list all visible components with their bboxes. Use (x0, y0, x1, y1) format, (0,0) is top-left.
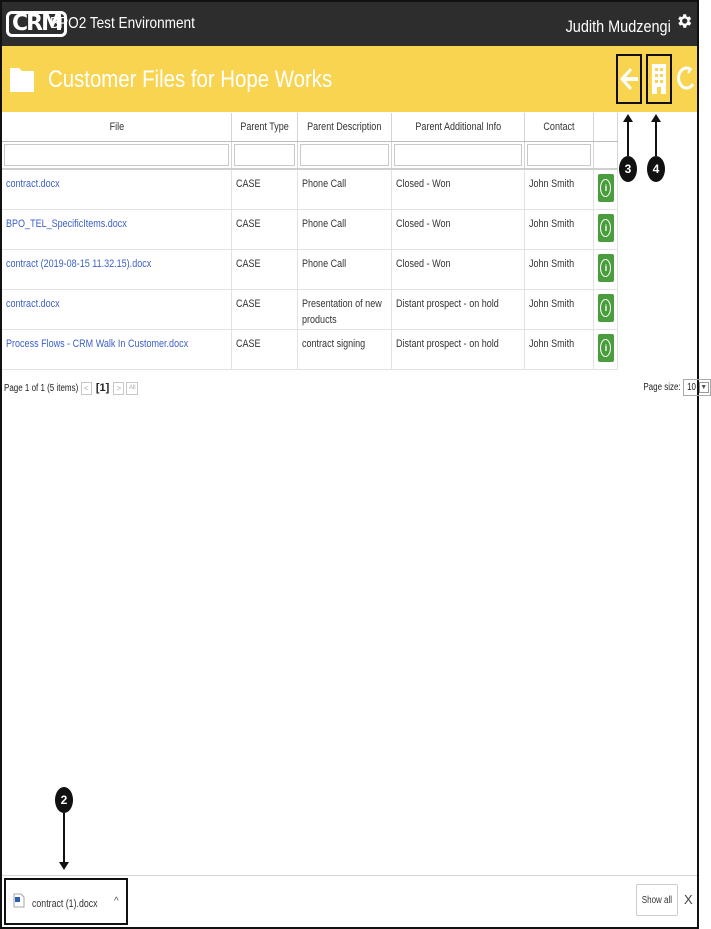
file-link[interactable]: Process Flows - CRM Walk In Customer.docx (6, 337, 189, 350)
actions-cell (593, 289, 617, 329)
table-row (2, 169, 618, 209)
filter-cell-actions (593, 141, 617, 169)
info-button[interactable] (598, 214, 614, 242)
page-size-label: Page size: (643, 382, 681, 393)
table-row (2, 289, 618, 329)
callout-3: 3 (619, 156, 637, 182)
page-title: Customer Files for Hope Works (48, 66, 333, 93)
gear-icon[interactable] (675, 12, 693, 30)
file-cell (2, 209, 232, 249)
table-row (2, 209, 618, 249)
filter-cell-file (2, 141, 232, 169)
chevron-down-icon[interactable]: ▼ (700, 384, 708, 391)
user-name[interactable]: Judith Mudzengi (565, 17, 671, 36)
filter-input-parent-type[interactable] (234, 144, 295, 166)
callout-line-2 (63, 813, 65, 863)
filter-row (2, 141, 618, 169)
refresh-icon[interactable] (676, 64, 696, 94)
all-pages-button[interactable]: All (126, 382, 138, 395)
parent-type-cell: CASE (232, 329, 298, 369)
parent-type-cell: CASE (232, 209, 298, 249)
parent-description-cell: contract signing (298, 329, 392, 369)
callout-arrow-2 (59, 862, 69, 870)
table-row (2, 249, 618, 289)
file-link[interactable]: contract.docx (6, 297, 60, 310)
column-header-file[interactable]: File (2, 113, 232, 141)
chevron-up-icon[interactable]: ^ (114, 896, 119, 907)
column-header-actions (593, 113, 617, 141)
parent-description-cell: Phone Call (298, 169, 392, 209)
actions-cell (593, 169, 617, 209)
parent-additional-info-cell: Distant prospect - on hold (391, 289, 524, 329)
contact-cell: John Smith (525, 169, 594, 209)
callout-4: 4 (647, 156, 665, 182)
file-cell (2, 169, 232, 209)
filter-cell-parent-additional-info (391, 141, 524, 169)
parent-type-cell: CASE (232, 289, 298, 329)
actions-cell (593, 329, 617, 369)
actions-cell (593, 249, 617, 289)
column-header-contact[interactable]: Contact (525, 113, 594, 141)
callout-2: 2 (55, 787, 73, 813)
parent-additional-info-cell: Closed - Won (391, 209, 524, 249)
building-icon (651, 62, 667, 96)
file-link[interactable]: contract.docx (6, 178, 60, 190)
next-page-button[interactable]: > (113, 382, 124, 395)
close-icon[interactable]: X (684, 892, 693, 907)
app-title: BPO2 Test Environment (50, 15, 195, 32)
contact-cell: John Smith (525, 209, 594, 249)
parent-description-cell: Phone Call (298, 249, 392, 289)
download-bar (2, 875, 697, 927)
contact-cell: John Smith (525, 329, 594, 369)
files-table (2, 113, 618, 370)
contact-cell: John Smith (525, 249, 594, 289)
file-cell (2, 289, 232, 329)
table-row (2, 329, 618, 369)
info-button[interactable] (598, 174, 614, 202)
filter-input-file[interactable] (4, 144, 229, 166)
pager (4, 380, 138, 396)
column-header-parent-additional-info[interactable]: Parent Additional Info (391, 113, 524, 141)
info-icon: i (600, 339, 611, 357)
parent-type-cell: CASE (232, 249, 298, 289)
parent-type-cell: CASE (232, 169, 298, 209)
pager-summary: Page 1 of 1 (5 items) (4, 382, 79, 394)
back-arrow-icon (619, 66, 639, 92)
info-icon: i (600, 219, 611, 237)
back-button[interactable] (616, 54, 642, 104)
show-all-button[interactable]: Show all (636, 884, 678, 916)
column-header-parent-description[interactable]: Parent Description (298, 113, 392, 141)
parent-additional-info-cell: Distant prospect - on hold (391, 329, 524, 369)
page-size-value: 10 (686, 382, 696, 393)
filter-input-parent-additional-info[interactable] (394, 144, 522, 166)
parent-description-cell: Phone Call (298, 209, 392, 249)
download-file-name: contract (1).docx (32, 898, 98, 910)
file-cell (2, 329, 232, 369)
info-button[interactable] (598, 254, 614, 282)
filter-input-contact[interactable] (527, 144, 591, 166)
parent-description-cell: Presentation of new products (298, 289, 392, 329)
info-icon: i (600, 299, 611, 317)
callout-line-4 (655, 120, 657, 156)
page-header (2, 46, 697, 112)
parent-additional-info-cell: Closed - Won (391, 169, 524, 209)
contact-cell: John Smith (525, 289, 594, 329)
file-link[interactable]: contract (2019-08-15 11.32.15).docx (6, 257, 152, 270)
info-button[interactable] (598, 294, 614, 322)
word-document-icon (14, 894, 24, 907)
file-link[interactable]: BPO_TEL_SpecificItems.docx (6, 217, 127, 230)
filter-cell-parent-type (232, 141, 298, 169)
info-icon: i (600, 179, 611, 197)
info-button[interactable] (598, 334, 614, 362)
file-cell (2, 249, 232, 289)
parent-additional-info-cell: Closed - Won (391, 249, 524, 289)
actions-cell (593, 209, 617, 249)
info-icon: i (600, 259, 611, 277)
column-header-parent-type[interactable]: Parent Type (232, 113, 298, 141)
current-page: [1] (95, 382, 110, 394)
company-button[interactable] (646, 54, 672, 104)
page-size-control (634, 379, 711, 396)
folder-icon (10, 64, 34, 92)
prev-page-button[interactable]: < (81, 382, 92, 395)
table-header-row (2, 113, 618, 141)
filter-cell-contact (525, 141, 594, 169)
callout-line-3 (627, 120, 629, 156)
page-size-select[interactable] (683, 379, 711, 396)
filter-input-parent-description[interactable] (300, 144, 389, 166)
logo-text: CRM (6, 11, 67, 37)
filter-cell-parent-description (298, 141, 392, 169)
top-bar (2, 2, 697, 46)
download-item[interactable] (4, 878, 128, 925)
